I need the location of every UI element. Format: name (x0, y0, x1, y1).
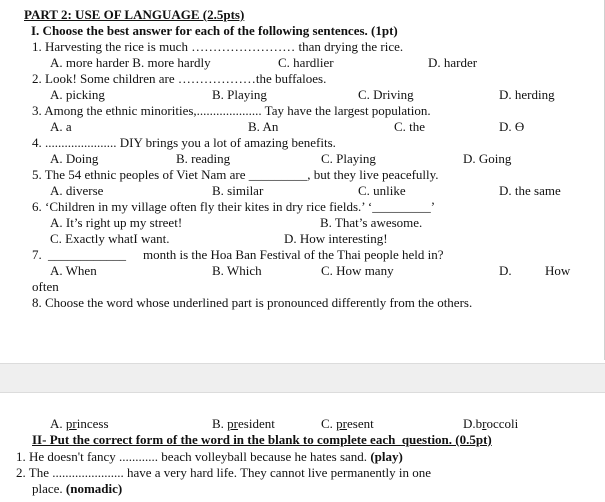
q3-option-d: D. Ɵ (499, 119, 525, 134)
q7-blank: ____________ (48, 247, 126, 262)
q5-option-b: B. similar (212, 183, 264, 198)
section1-heading: I. Choose the best answer for each of the following sentences. (1pt) (31, 23, 398, 38)
q5-stem: 5. The 54 ethnic peoples of Viet Nam are _________, but they live peacefully. (32, 167, 439, 182)
q1-stem: 1. Harvesting the rice is much …………………… than drying the rice. (32, 39, 404, 54)
q1-option-c: C. hardlier (278, 55, 334, 70)
q1-option-a: A. more harder B. more hardly (50, 55, 211, 70)
word-form-q1: 1. He doesn't fancy ............ beach volleyball because he hates sand. (play) (16, 449, 403, 464)
q4-option-c: C. Playing (321, 151, 376, 166)
q7-number: 7. (32, 247, 42, 262)
q2-option-b: B. Playing (212, 87, 267, 102)
q8-option-a: A. princess (50, 416, 109, 431)
q6-stem: 6. ‘Children in my village often fly their kites in dry rice fields.’ ‘_________’ (32, 199, 436, 214)
q8-stem: 8. Choose the word whose underlined part is pronounced differently from the others. (32, 295, 473, 310)
q3-option-c: C. the (394, 119, 426, 134)
word-form-q2: 2. The ...................... have a very hard life. They cannot live permanently in one (16, 465, 432, 480)
q7-stem: month is the Hoa Ban Festival of the Thai people held in? (143, 247, 444, 262)
q2-stem: 2. Look! Some children are ………………the buffaloes. (32, 71, 327, 86)
section2-heading: II- Put the correct form of the word in the blank to complete each question. (0.5pt) (32, 432, 492, 447)
q4-option-a: A. Doing (50, 151, 99, 166)
q5-option-a: A. diverse (50, 183, 104, 198)
page-break-gap (0, 363, 605, 393)
q4-option-b: B. reading (176, 151, 231, 166)
q3-stem: 3. Among the ethnic minorities,.................... Tay have the largest population. (32, 103, 431, 118)
q7-option-c: C. How many (321, 263, 394, 278)
q8-option-d: D.broccoli (463, 416, 519, 431)
q4-stem: 4. ...................... DIY brings you a lot of amazing benefits. (32, 135, 336, 150)
q7-option-d-label: D. (499, 263, 512, 278)
q2-option-a: A. picking (50, 87, 105, 102)
q7-option-a: A. When (50, 263, 97, 278)
q6-option-a: A. It’s right up my street! (50, 215, 183, 230)
q4-option-d: D. Going (463, 151, 512, 166)
q8-option-c: C. present (321, 416, 374, 431)
q5-option-c: C. unlike (358, 183, 406, 198)
q7-option-d-text: How (545, 263, 571, 278)
q1-option-d: D. harder (428, 55, 478, 70)
q2-option-d: D. herding (499, 87, 555, 102)
word-form-q2-wrap: place. (nomadic) (32, 481, 123, 496)
q8-option-b: B. president (212, 416, 275, 431)
q3-option-a: A. a (50, 119, 72, 134)
q6-option-d: D. How interesting! (284, 231, 388, 246)
q2-option-c: C. Driving (358, 87, 414, 102)
q7-option-d-wrap: often (32, 279, 59, 294)
q5-option-d: D. the same (499, 183, 561, 198)
q7-option-b: B. Which (212, 263, 262, 278)
part2-heading: PART 2: USE OF LANGUAGE (2.5pts) (24, 7, 245, 22)
q6-option-b: B. That’s awesome. (320, 215, 423, 230)
q3-option-b: B. An (248, 119, 279, 134)
q6-option-c: C. Exactly whatI want. (50, 231, 170, 246)
